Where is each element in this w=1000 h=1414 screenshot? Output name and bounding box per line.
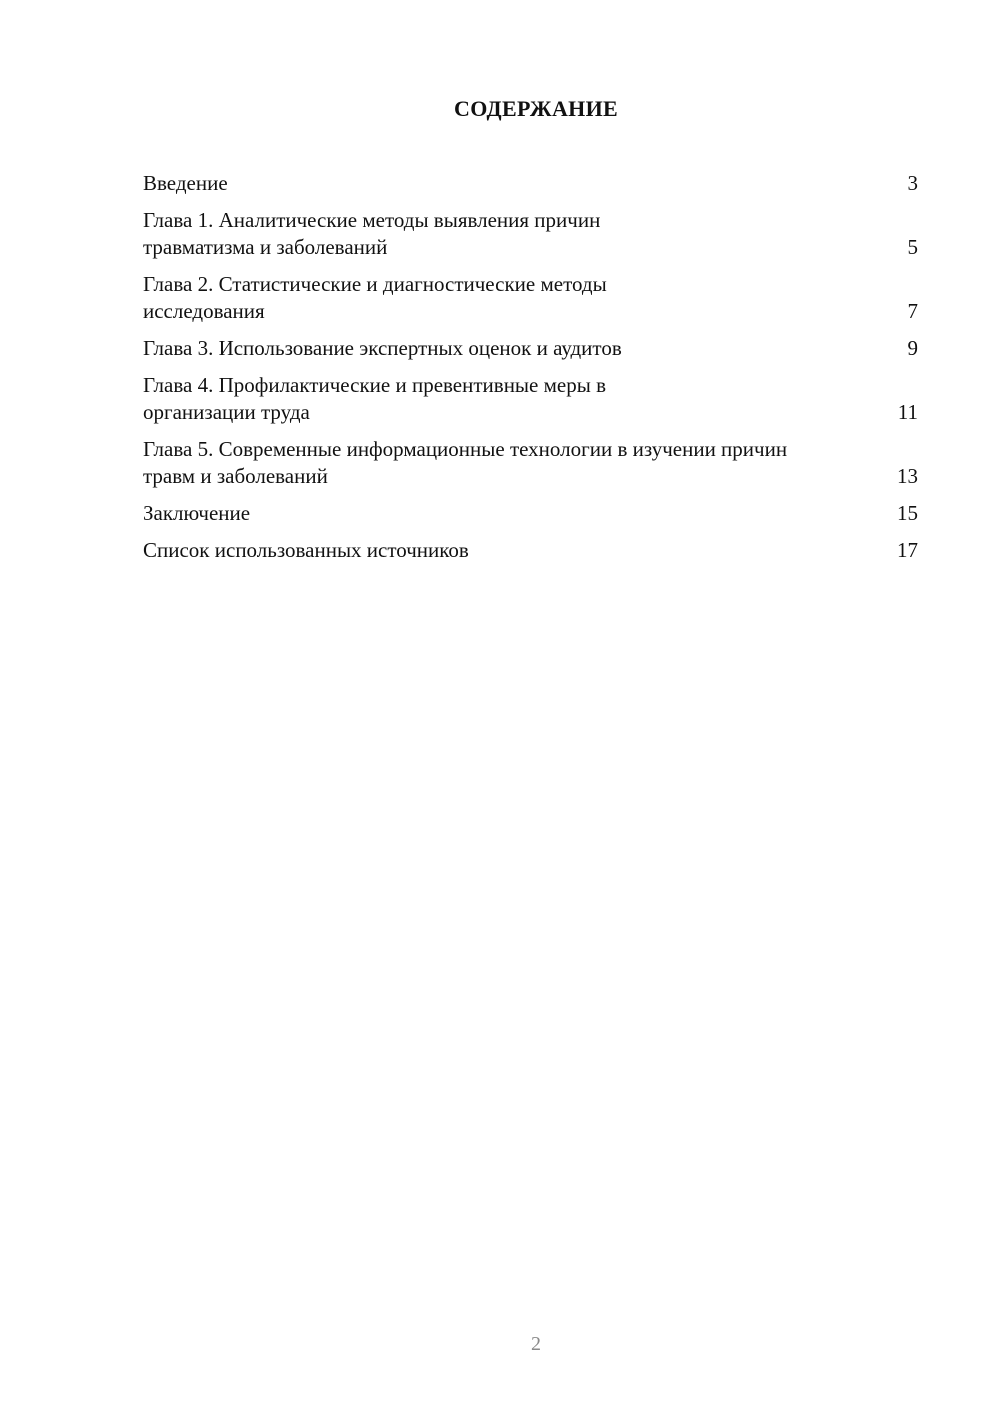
toc-entry-text: Глава 4. Профилактические и превентивные меры в организации труда [143, 373, 606, 424]
toc-entry-text: Заключение [143, 501, 251, 525]
toc-entry-page: 3 [907, 171, 918, 195]
toc-entry-chapter-1[interactable] [143, 207, 918, 261]
toc-entry-page: 15 [897, 501, 918, 525]
toc-entry-page: 5 [907, 235, 918, 259]
toc-entry-text: Список использованных источников [143, 538, 469, 562]
toc-entry-references[interactable] [143, 537, 918, 564]
toc-entry-page: 11 [897, 400, 918, 424]
page-number: 2 [531, 1333, 541, 1355]
toc-entry-chapter-5[interactable] [143, 436, 918, 490]
toc-entry-text: Глава 5. Современные информационные технологии в изучении причин травм и заболеваний [143, 437, 788, 488]
toc-entry-page: 9 [907, 336, 918, 360]
toc-entry-chapter-4[interactable] [143, 372, 918, 426]
toc-entry-introduction[interactable] [143, 170, 918, 197]
toc-entry-text: Глава 3. Использование экспертных оценок и аудитов [143, 336, 622, 360]
table-of-contents [143, 170, 918, 574]
toc-entry-text: Введение [143, 171, 228, 195]
toc-entry-conclusion[interactable] [143, 500, 918, 527]
toc-entry-chapter-2[interactable] [143, 271, 918, 325]
page-title: СОДЕРЖАНИЕ [454, 96, 618, 121]
toc-entry-text: Глава 1. Аналитические методы выявления причин травматизма и заболеваний [143, 208, 601, 259]
toc-entry-page: 17 [897, 538, 918, 562]
toc-entry-chapter-3[interactable] [143, 335, 918, 362]
toc-entry-text: Глава 2. Статистические и диагностические методы исследования [143, 272, 607, 323]
toc-entry-page: 7 [907, 299, 918, 323]
toc-entry-page: 13 [897, 464, 918, 488]
